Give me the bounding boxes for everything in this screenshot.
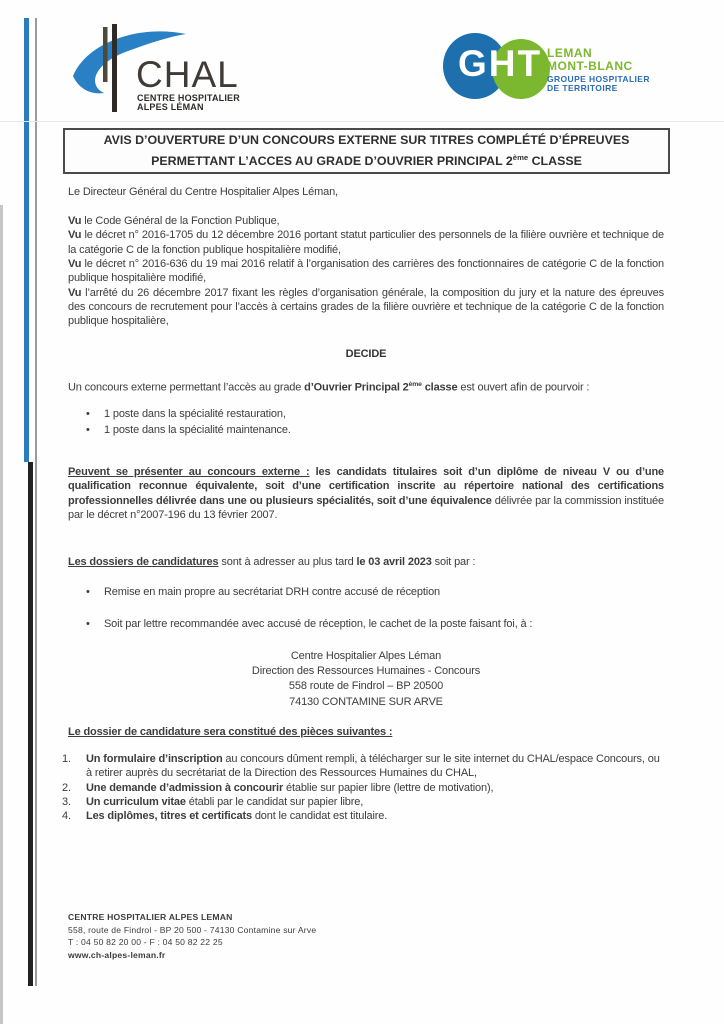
chal-subtitle-line1: CENTRE HOSPITALIER: [137, 93, 240, 103]
decide-heading: DECIDE: [345, 348, 387, 360]
ght-org-line1: GROUPE HOSPITALIER: [547, 74, 650, 84]
list-item: [62, 809, 662, 823]
position-item-text: 1 poste dans la spécialité restauration,: [104, 408, 286, 420]
notice-title-line1: AVIS D’OUVERTURE D’UN CONCOURS EXTERNE SUR TITRES COMPLÉTÉ D’ÉPREUVES: [103, 133, 630, 148]
ght-acronym: GHT: [457, 43, 543, 84]
piece-item-text: Les diplômes, titres et certificats dont le candidat est titulaire.: [86, 810, 388, 823]
footer-block: [68, 911, 316, 961]
list-item: [68, 423, 664, 439]
footer-website: www.ch-alpes-leman.fr: [68, 949, 166, 960]
list-item: [62, 781, 662, 795]
bullet-icon: •: [86, 586, 90, 598]
chal-acronym: CHAL: [136, 54, 239, 95]
vu-paragraph: Vu le décret n° 2016-636 du 19 mai 2016 relatif à l’organisation des carrières des fonctionnaires de catégorie C de la fonction publique hospitalière modifié,: [68, 258, 664, 285]
notice-title-line2: PERMETTANT L’ACCES AU GRADE D’OUVRIER PRINCIPAL 2ème CLASSE: [151, 153, 582, 169]
address-line: Direction des Ressources Humaines - Concours: [251, 665, 481, 678]
intro-line: Le Directeur Général du Centre Hospitalier Alpes Léman,: [68, 186, 338, 198]
opening-paragraph: Un concours externe permettant l’accès au grade d’Ouvrier Principal 2ème classe est ouvert afin de pourvoir :: [68, 381, 590, 394]
left-rail-black-bar: [28, 462, 33, 986]
chal-subtitle-line2: ALPES LÉMAN: [137, 102, 204, 112]
item-number: 2.: [62, 781, 71, 794]
deadline-paragraph: Les dossiers de candidatures sont à adresser au plus tard le 03 avril 2023 soit par :: [68, 556, 476, 568]
item-number: 1.: [62, 753, 71, 765]
submission-options-list: [68, 586, 664, 649]
piece-item-text: Un formulaire d’inscription au concours dûment rempli, à télécharger sur le site internet du CHAL/espace Concours, ou à retirer auprès du secrétariat de la Direction des Ressources Humaines du CHAL,: [86, 753, 660, 780]
list-item: [68, 407, 664, 423]
list-item: [62, 795, 662, 809]
pieces-list: [62, 752, 662, 824]
footer-hospital-name: CENTRE HOSPITALIER ALPES LEMAN: [68, 912, 233, 922]
notice-title-box: [63, 128, 670, 174]
mailing-address-block: [68, 649, 664, 710]
eligibility-paragraph: Peuvent se présenter au concours externe : les candidats titulaires soit d’un diplôme de niveau V ou d’une qualification reconnue équivalente, soit d’une certification inscrite au répertoire national des certifications professionnelles délivrée dans une ou plusieurs spécialités, soit d’une équivalence délivrée par la commission instituée par le décret n°2007-196 du 13 février 2007.: [68, 466, 664, 522]
positions-list: [68, 407, 664, 438]
submission-item-text: Remise en main propre au secrétariat DRH contre accusé de réception: [104, 586, 441, 598]
page-edge-shadow: [0, 205, 3, 1024]
footer-address: 558, route de Findrol - BP 20 500 - 74130 Contamine sur Arve: [68, 924, 317, 935]
ght-region-line1: LEMAN: [547, 46, 593, 60]
footer-phone-fax: T : 04 50 82 20 00 - F : 04 50 82 22 25: [68, 937, 223, 948]
chal-logo: [58, 14, 298, 124]
piece-item-text: Une demande d’admission à concourir établie sur papier libre (lettre de motivation),: [86, 781, 494, 794]
item-number: 4.: [62, 810, 71, 823]
address-line: 74130 CONTAMINE SUR ARVE: [289, 695, 443, 708]
bullet-icon: •: [86, 617, 90, 630]
vu-paragraph: Vu le décret n° 2016-1705 du 12 décembre 2016 portant statut particulier des personnels de la filière ouvrière et technique de la catégorie C de la fonction publique hospitalière modifié,: [68, 229, 664, 256]
bullet-icon: •: [86, 423, 90, 436]
piece-item-text: Un curriculum vitae établi par le candidat sur papier libre,: [86, 796, 364, 809]
address-line: 558 route de Findrol – BP 20500: [288, 680, 444, 693]
list-item: [68, 586, 664, 600]
chal-bar-left-icon: [103, 27, 108, 82]
position-item-text: 1 poste dans la spécialité maintenance.: [104, 423, 291, 436]
list-item: [68, 618, 664, 632]
ght-logo: [443, 33, 653, 108]
list-item: [62, 752, 662, 781]
ght-region-line2: MONT-BLANC: [547, 59, 633, 73]
legal-references-block: [68, 214, 664, 329]
item-number: 3.: [62, 796, 71, 809]
bullet-icon: •: [86, 408, 90, 420]
ght-org-line2: DE TERRITOIRE: [547, 83, 618, 93]
pieces-heading: Le dossier de candidature sera constitué des pièces suivantes :: [68, 726, 393, 738]
left-rail-blue-bar: [24, 18, 29, 462]
submission-item-text: Soit par lettre recommandée avec accusé de réception, le cachet de la poste faisant foi, à :: [104, 617, 533, 630]
vu-paragraph: Vu le Code Général de la Fonction Publique,: [68, 215, 280, 227]
vu-paragraph: Vu l’arrêté du 26 décembre 2017 fixant les règles d’organisation générale, la composition du jury et la nature des épreuves des concours de recrutement pour l’accès à certains grades de la filière ouvrière et technique de la catégorie C de la fonction publique hospitalière,: [68, 286, 664, 328]
address-line: Centre Hospitalier Alpes Léman: [290, 650, 442, 662]
left-fold-line: [35, 18, 37, 986]
chal-bar-right-icon: [112, 24, 117, 112]
